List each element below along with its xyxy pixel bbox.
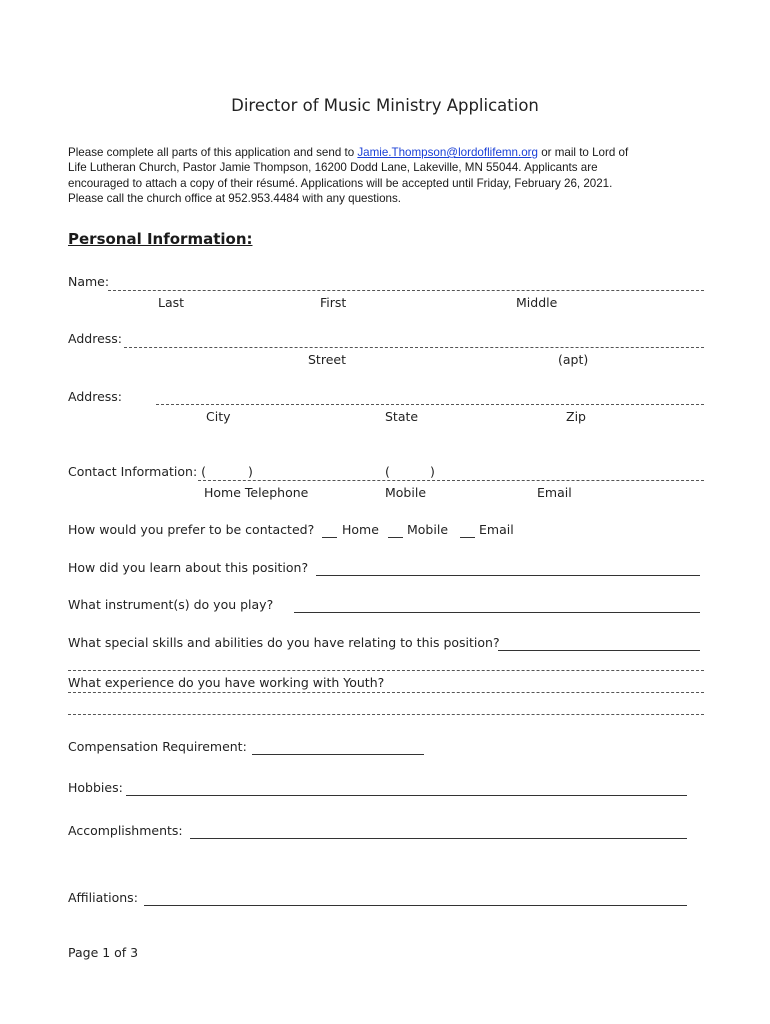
mobile-paren-close: ) (430, 464, 435, 479)
contact-preference-question: How would you prefer to be contacted? (68, 522, 315, 537)
city-caption: City (206, 409, 231, 424)
intro-paragraph (68, 145, 698, 206)
hobbies-answer-line[interactable] (126, 795, 687, 796)
section-title-personal: Personal Information: (68, 230, 253, 248)
intro-text: Please complete all parts of this application and send to (68, 146, 358, 159)
skills-answer-line-2[interactable] (68, 670, 704, 671)
zip-caption: Zip (566, 409, 586, 424)
apt-caption: (apt) (558, 352, 589, 367)
learn-answer-line[interactable] (316, 575, 700, 576)
affiliations-label: Affiliations: (68, 890, 138, 905)
email-option-label: Email (479, 522, 514, 537)
hobbies-label: Hobbies: (68, 780, 123, 795)
intro-text: or mail to Lord of (537, 146, 629, 159)
intro-line: Please call the church office at 952.953.4484 with any questions. (68, 191, 402, 205)
street-address-field[interactable] (124, 347, 704, 348)
page-title: Director of Music Ministry Application (231, 96, 539, 115)
street-caption: Street (308, 352, 346, 367)
home-option-label: Home (342, 522, 379, 537)
name-field[interactable] (108, 290, 704, 291)
accomplishments-label: Accomplishments: (68, 823, 183, 838)
mobile-option-blank[interactable] (388, 537, 403, 538)
skills-answer-line[interactable] (498, 650, 700, 651)
learn-question: How did you learn about this position? (68, 560, 309, 575)
skills-question: What special skills and abilities do you have relating to this position? (68, 635, 500, 650)
mobile-caption: Mobile (385, 485, 427, 500)
contact-phone-field[interactable] (198, 480, 704, 481)
youth-question: What experience do you have working with Youth? (68, 675, 385, 690)
compensation-label: Compensation Requirement: (68, 739, 247, 754)
address-label: Address: (68, 331, 122, 346)
page-number: Page 1 of 3 (68, 945, 139, 960)
email-option-blank[interactable] (460, 537, 475, 538)
youth-answer-line[interactable] (68, 692, 704, 693)
email-caption: Email (537, 485, 572, 500)
address-label-2: Address: (68, 389, 122, 404)
intro-line: Life Lutheran Church, Pastor Jamie Thompson, 16200 Dodd Lane, Lakeville, MN 55044. Applicants are (68, 161, 598, 175)
affiliations-answer-line[interactable] (144, 905, 687, 906)
email-link[interactable]: Jamie.Thompson@lordoflifemn.org (357, 146, 538, 159)
first-name-caption: First (320, 295, 347, 310)
city-state-zip-field[interactable] (156, 404, 704, 405)
instruments-answer-line[interactable] (294, 612, 700, 613)
instruments-question: What instrument(s) do you play? (68, 597, 274, 612)
state-caption: State (385, 409, 419, 424)
compensation-answer-line[interactable] (252, 754, 424, 755)
middle-name-caption: Middle (516, 295, 558, 310)
youth-answer-line-2[interactable] (68, 714, 704, 715)
home-paren-close: ) (248, 464, 253, 479)
mobile-option-label: Mobile (407, 522, 449, 537)
accomplishments-answer-line[interactable] (190, 838, 687, 839)
mobile-paren-open: ( (385, 464, 390, 479)
name-label: Name: (68, 274, 110, 289)
contact-label: Contact Information: ( (68, 464, 207, 479)
home-option-blank[interactable] (322, 537, 337, 538)
last-name-caption: Last (158, 295, 185, 310)
intro-line: encouraged to attach a copy of their résumé. Applications will be accepted until Friday, February 26, 2021. (68, 176, 613, 190)
home-telephone-caption: Home Telephone (204, 485, 309, 500)
